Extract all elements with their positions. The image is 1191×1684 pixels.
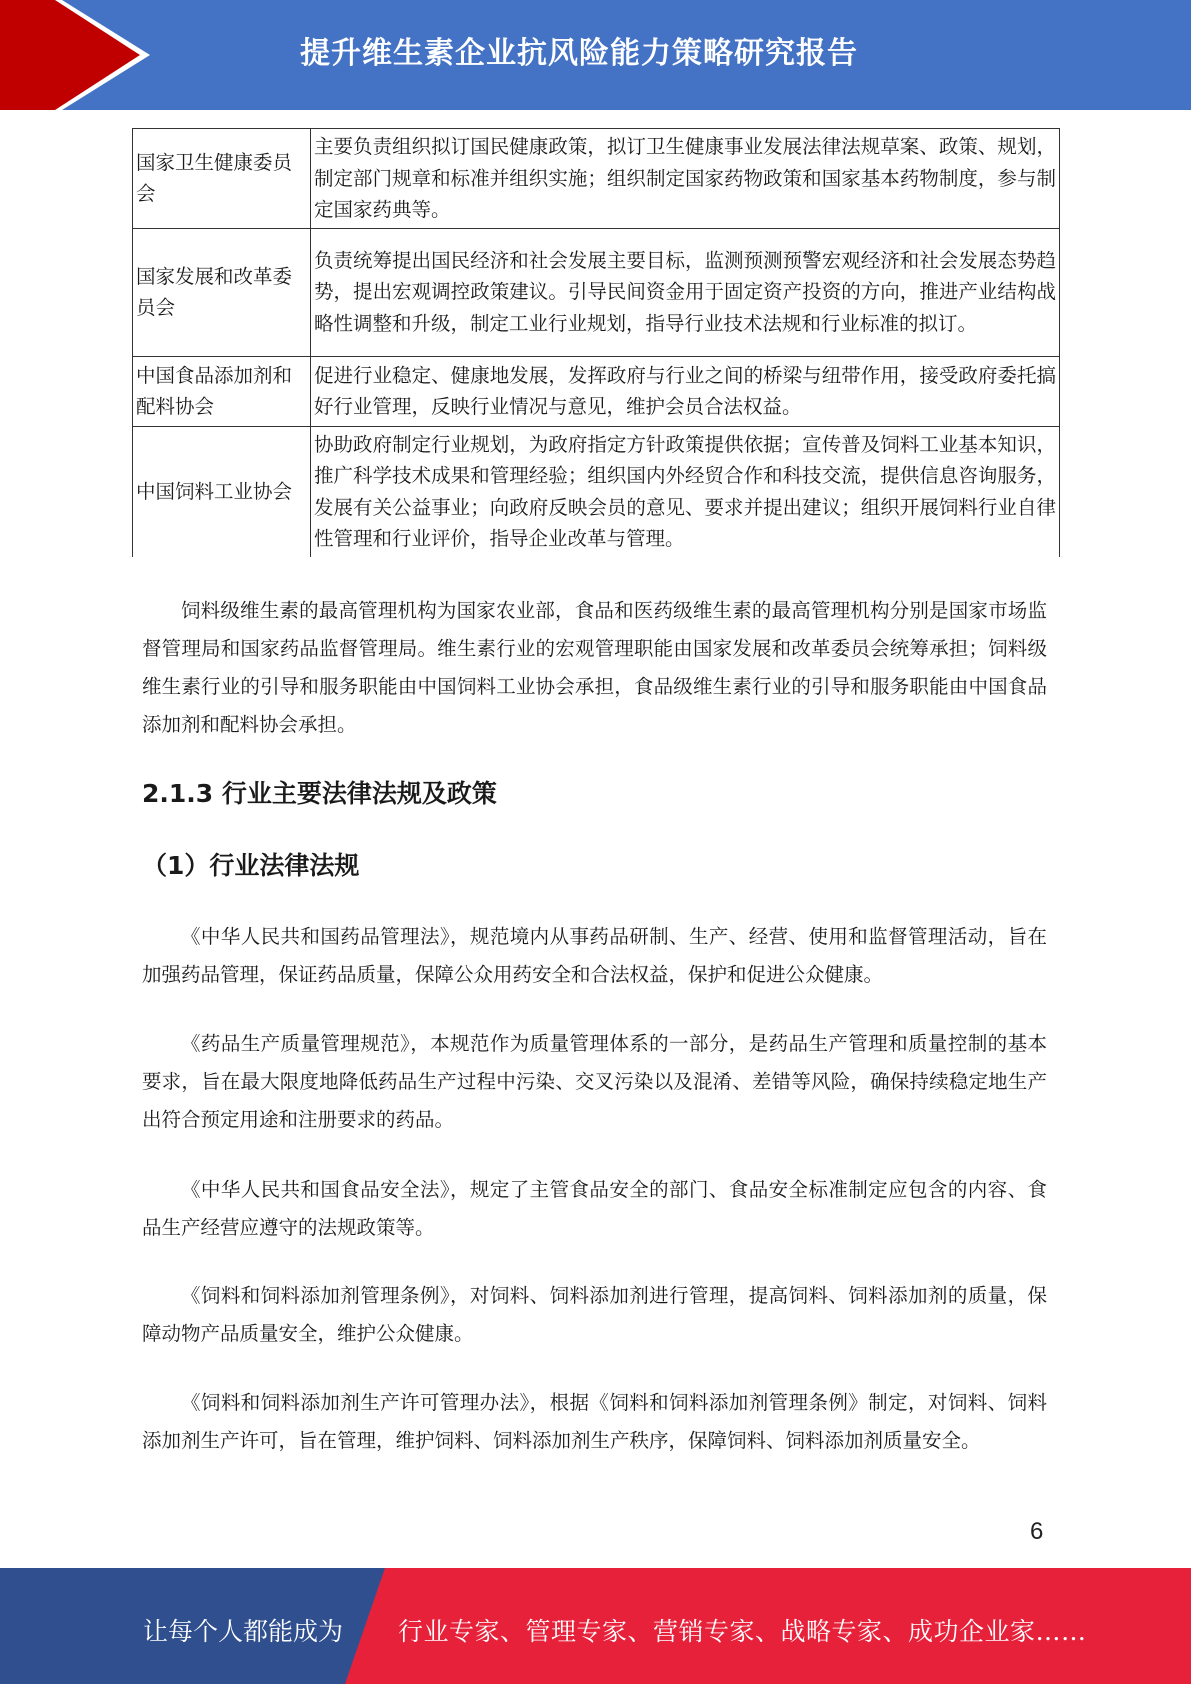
- org-duty-cell: 协助政府制定行业规划，为政府指定方针政策提供依据；宣传普及饲料工业基本知识，推广科学技术成果和管理经验；组织国内外经贸合作和科技交流，提供信息咨询服务，发展有关公益事业；向政府反映会员的意见、要求并提出建议；组织开展饲料行业自律性管理和行业评价，指导企业改革与管理。: [311, 426, 1060, 557]
- org-name-cell: 中国食品添加剂和配料协会: [133, 356, 311, 426]
- table-row: [133, 129, 1060, 229]
- intro-paragraph: 饲料级维生素的最高管理机构为国家农业部，食品和医药级维生素的最高管理机构分别是国家市场监督管理局和国家药品监督管理局。维生素行业的宏观管理职能由国家发展和改革委员会统筹承担；饲料级维生素行业的引导和服务职能由中国饲料工业协会承担，食品级维生素行业的引导和服务职能由中国食品添加剂和配料协会承担。: [142, 599, 1047, 736]
- page-number: 6: [1030, 1518, 1044, 1545]
- table-row: [133, 426, 1060, 557]
- regulatory-bodies-table: [132, 128, 1060, 557]
- law-paragraph: 《饲料和饲料添加剂管理条例》，对饲料、饲料添加剂进行管理，提高饲料、饲料添加剂的质量，保障动物产品质量安全，维护公众健康。: [142, 1284, 1047, 1345]
- footer-slogan-right: 行业专家、管理专家、营销专家、战略专家、成功企业家……: [398, 1617, 1087, 1646]
- law-paragraph: 《药品生产质量管理规范》，本规范作为质量管理体系的一部分，是药品生产管理和质量控制的基本要求，旨在最大限度地降低药品生产过程中污染、交叉污染以及混淆、差错等风险，确保持续稳定地生产出符合预定用途和注册要求的药品。: [142, 1032, 1047, 1131]
- table-row: [133, 356, 1060, 426]
- page-header: [0, 0, 1191, 110]
- header-arrow-decoration: [0, 0, 170, 110]
- table-row: [133, 228, 1060, 356]
- section-heading: 2.1.3 行业主要法律法规及政策: [142, 779, 497, 808]
- org-name-cell: 国家卫生健康委员会: [133, 129, 311, 229]
- subsection-heading: （1）行业法律法规: [142, 851, 360, 880]
- law-paragraph: 《中华人民共和国食品安全法》，规定了主管食品安全的部门、食品安全标准制定应包含的内容、食品生产经营应遵守的法规政策等。: [142, 1178, 1047, 1239]
- law-paragraph: 《饲料和饲料添加剂生产许可管理办法》，根据《饲料和饲料添加剂管理条例》制定，对饲料、饲料添加剂生产许可，旨在管理，维护饲料、饲料添加剂生产秩序，保障饲料、饲料添加剂质量安全。: [142, 1391, 1047, 1452]
- page-footer: [0, 1568, 1191, 1684]
- org-name-cell: 国家发展和改革委员会: [133, 228, 311, 356]
- org-name-cell: 中国饲料工业协会: [133, 426, 311, 557]
- law-paragraph: 《中华人民共和国药品管理法》，规范境内从事药品研制、生产、经营、使用和监督管理活动，旨在加强药品管理，保证药品质量，保障公众用药安全和合法权益，保护和促进公众健康。: [142, 925, 1047, 986]
- footer-slogan-left: 让每个人都能成为: [143, 1617, 344, 1646]
- org-duty-cell: 促进行业稳定、健康地发展，发挥政府与行业之间的桥梁与纽带作用，接受政府委托搞好行业管理，反映行业情况与意见，维护会员合法权益。: [311, 356, 1060, 426]
- org-duty-cell: 负责统筹提出国民经济和社会发展主要目标，监测预测预警宏观经济和社会发展态势趋势，提出宏观调控政策建议。引导民间资金用于固定资产投资的方向，推进产业结构战略性调整和升级，制定工业行业规划，指导行业技术法规和行业标准的拟订。: [311, 228, 1060, 356]
- report-title: 提升维生素企业抗风险能力策略研究报告: [300, 36, 858, 71]
- org-duty-cell: 主要负责组织拟订国民健康政策，拟订卫生健康事业发展法律法规草案、政策、规划，制定部门规章和标准并组织实施；组织制定国家药物政策和国家基本药物制度，参与制定国家药典等。: [311, 129, 1060, 229]
